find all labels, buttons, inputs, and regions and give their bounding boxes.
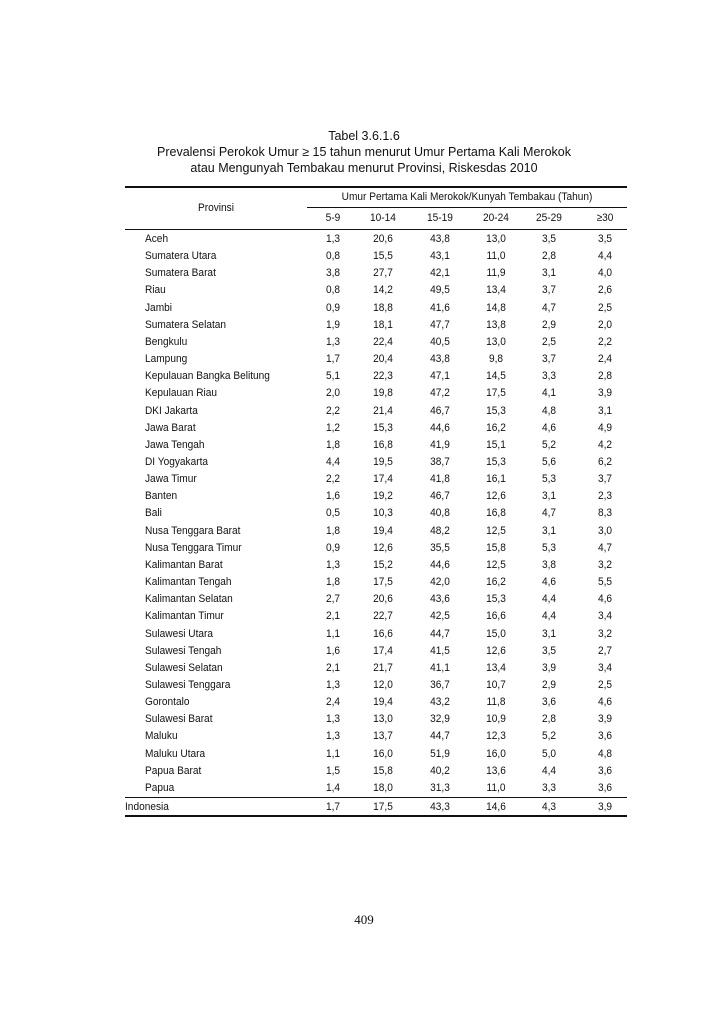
table-cell: 2,2 xyxy=(597,335,613,348)
table-row xyxy=(125,368,627,385)
table-cell: 44,6 xyxy=(430,558,450,571)
table-cell: 17,4 xyxy=(373,473,393,486)
table-cell: 1,6 xyxy=(325,490,341,503)
table-cell: 12,5 xyxy=(486,558,506,571)
table-cell: 9,8 xyxy=(488,353,504,365)
table-row xyxy=(125,574,627,591)
province-name: Bali xyxy=(145,507,162,520)
table-row xyxy=(125,420,627,437)
table-row xyxy=(125,300,627,317)
table-cell: 4,0 xyxy=(597,267,613,280)
table-cell: 4,7 xyxy=(541,507,557,520)
table-cell: 15,3 xyxy=(486,404,506,417)
table-cell: 1,3 xyxy=(325,233,341,245)
table-row xyxy=(125,351,627,368)
table-cell: 3,6 xyxy=(597,764,613,777)
province-name: Riau xyxy=(145,284,166,297)
table-cell: 15,3 xyxy=(486,593,506,606)
table-cell: 12,6 xyxy=(486,490,506,503)
province-name: Gorontalo xyxy=(145,696,190,708)
table-cell: 3,5 xyxy=(597,233,613,245)
table-row xyxy=(125,488,627,505)
table-cell: 41,9 xyxy=(430,438,450,451)
table-cell: 14,2 xyxy=(373,284,393,297)
table-cell: 3,1 xyxy=(541,524,557,537)
table-cell: 44,7 xyxy=(430,730,450,743)
table-cell: 4,4 xyxy=(325,455,341,468)
province-name: Papua Barat xyxy=(145,764,202,777)
table-cell: 48,2 xyxy=(430,524,450,537)
table-row xyxy=(125,317,627,334)
table-cell: 43,8 xyxy=(430,233,450,245)
table-cell: 2,4 xyxy=(597,353,613,365)
column-header: 5-9 xyxy=(325,212,341,224)
table-cell: 4,1 xyxy=(541,387,557,400)
table-cell: 3,9 xyxy=(597,713,613,726)
table-cell: 4,7 xyxy=(541,301,557,314)
province-name: DI Yogyakarta xyxy=(145,455,209,468)
province-name: Maluku Utara xyxy=(145,747,206,760)
table-cell: 15,8 xyxy=(373,764,393,777)
table-cell: 5,2 xyxy=(541,438,557,451)
table-row xyxy=(125,591,627,608)
table-cell: 2,4 xyxy=(325,696,341,708)
table-cell: 42,5 xyxy=(430,610,450,623)
table-cell: 40,5 xyxy=(430,335,450,348)
column-group-header: Umur Pertama Kali Merokok/Kunyah Tembakau (Tahun) xyxy=(341,191,593,203)
province-name: Kalimantan Barat xyxy=(145,558,223,571)
table-cell: 1,8 xyxy=(325,576,341,588)
table-cell: 15,3 xyxy=(373,421,393,434)
table-row xyxy=(125,282,627,299)
table-cell: 20,6 xyxy=(373,593,393,606)
table-cell: 11,0 xyxy=(486,781,506,794)
table-row xyxy=(125,334,627,351)
table-row xyxy=(125,265,627,282)
table-cell: 32,9 xyxy=(430,713,450,726)
table-cell: 8,3 xyxy=(597,507,613,520)
table-cell: 3,5 xyxy=(541,644,557,657)
table-cell: 44,6 xyxy=(430,421,450,434)
table-cell: 17,5 xyxy=(373,801,393,813)
total-top-rule xyxy=(125,797,627,798)
table-cell: 3,4 xyxy=(597,610,613,623)
table-row xyxy=(125,557,627,574)
table-cell: 11,8 xyxy=(486,696,506,708)
province-name: Maluku xyxy=(145,730,178,743)
table-cell: 51,9 xyxy=(430,747,450,760)
table-row xyxy=(125,471,627,488)
table-row xyxy=(125,711,627,728)
table-cell: 22,4 xyxy=(373,335,393,348)
province-name: Lampung xyxy=(145,353,188,365)
table-cell: 15,2 xyxy=(373,558,393,571)
table-cell: 0,8 xyxy=(325,284,341,297)
table-cell: 17,5 xyxy=(486,387,506,400)
table-cell: 43,8 xyxy=(430,353,450,365)
table-row xyxy=(125,385,627,402)
table-cell: 16,0 xyxy=(373,747,393,760)
table-cell: 2,8 xyxy=(541,713,557,726)
table-cell: 16,2 xyxy=(486,421,506,434)
province-name: Jawa Timur xyxy=(145,473,197,486)
table-cell: 47,7 xyxy=(430,318,450,331)
table-cell: 3,5 xyxy=(541,233,557,245)
table-cell: 5,6 xyxy=(541,455,557,468)
table-cell: 6,2 xyxy=(597,455,613,468)
table-cell: 47,1 xyxy=(430,370,450,383)
table-cell: 4,7 xyxy=(597,541,613,554)
table-cell: 1,3 xyxy=(325,678,341,691)
table-row xyxy=(125,728,627,745)
table-cell: 19,4 xyxy=(373,524,393,537)
province-name: Banten xyxy=(145,490,178,503)
table-cell: 12,3 xyxy=(486,730,506,743)
province-name: Kalimantan Timur xyxy=(145,610,224,623)
table-cell: 15,5 xyxy=(373,250,393,263)
table-cell: 3,7 xyxy=(597,473,613,486)
table-cell: 15,1 xyxy=(486,438,506,451)
table-cell: 12,6 xyxy=(486,644,506,657)
total-label: Indonesia xyxy=(125,801,169,813)
table-cell: 4,4 xyxy=(541,764,557,777)
province-name: Kepulauan Riau xyxy=(145,387,218,400)
table-cell: 2,2 xyxy=(325,473,341,486)
table-cell: 3,9 xyxy=(541,661,557,674)
column-header: 25-29 xyxy=(536,212,562,224)
table-cell: 4,8 xyxy=(597,747,613,760)
province-name: DKI Jakarta xyxy=(145,404,198,417)
table-cell: 1,3 xyxy=(325,730,341,743)
table-top-rule xyxy=(125,186,627,188)
table-cell: 13,8 xyxy=(486,318,506,331)
table-cell: 4,2 xyxy=(597,438,613,451)
table-cell: 1,9 xyxy=(325,318,341,331)
table-cell: 2,2 xyxy=(325,404,341,417)
table-cell: 16,8 xyxy=(373,438,393,451)
table-cell: 14,8 xyxy=(486,301,506,314)
table-cell: 13,4 xyxy=(486,284,506,297)
table-cell: 3,4 xyxy=(597,661,613,674)
table-cell: 14,5 xyxy=(486,370,506,383)
table-cell: 3,2 xyxy=(597,558,613,571)
table-cell: 42,1 xyxy=(430,267,450,280)
table-cell: 3,1 xyxy=(597,404,613,417)
table-cell: 13,0 xyxy=(373,713,393,726)
table-cell: 16,6 xyxy=(373,627,393,640)
table-cell: 2,9 xyxy=(541,318,557,331)
province-name: Kepulauan Bangka Belitung xyxy=(145,370,270,383)
table-cell: 13,7 xyxy=(373,730,393,743)
table-cell: 2,3 xyxy=(597,490,613,503)
table-cell: 43,1 xyxy=(430,250,450,263)
table-cell: 20,6 xyxy=(373,233,393,245)
table-cell: 1,1 xyxy=(325,627,341,640)
table-cell: 35,5 xyxy=(430,541,450,554)
table-cell: 14,6 xyxy=(486,801,506,813)
table-cell: 16,1 xyxy=(486,473,506,486)
table-cell: 40,8 xyxy=(430,507,450,520)
table-cell: 5,3 xyxy=(541,473,557,486)
province-name: Bengkulu xyxy=(145,335,188,348)
table-cell: 17,5 xyxy=(373,576,393,588)
table-cell: 3,6 xyxy=(597,730,613,743)
table-row xyxy=(125,763,627,780)
table-cell: 47,2 xyxy=(430,387,450,400)
column-header: 20-24 xyxy=(483,212,509,224)
table-cell: 2,9 xyxy=(541,678,557,691)
table-cell: 40,2 xyxy=(430,764,450,777)
province-name: Jawa Tengah xyxy=(145,438,205,451)
table-cell: 1,4 xyxy=(325,781,341,794)
table-cell: 11,9 xyxy=(486,267,506,280)
province-name: Sulawesi Tenggara xyxy=(145,678,231,691)
table-cell: 2,7 xyxy=(325,593,341,606)
table-row xyxy=(125,660,627,677)
table-cell: 27,7 xyxy=(373,267,393,280)
table-cell: 0,9 xyxy=(325,301,341,314)
province-column-header: Provinsi xyxy=(198,202,234,214)
table-cell: 15,0 xyxy=(486,627,506,640)
table-row xyxy=(125,454,627,471)
table-title-line-1: Prevalensi Perokok Umur ≥ 15 tahun menurut Umur Pertama Kali Merokok xyxy=(157,145,571,159)
column-group-rule xyxy=(307,207,627,208)
table-cell: 2,5 xyxy=(597,301,613,314)
table-cell: 1,7 xyxy=(325,353,341,365)
table-cell: 3,1 xyxy=(541,490,557,503)
table-cell: 3,1 xyxy=(541,627,557,640)
table-row xyxy=(125,231,627,248)
table-row xyxy=(125,677,627,694)
province-name: Sumatera Selatan xyxy=(145,318,227,331)
table-cell: 19,8 xyxy=(373,387,393,400)
table-cell: 2,5 xyxy=(597,678,613,691)
table-cell: 2,1 xyxy=(325,610,341,623)
table-cell: 1,7 xyxy=(325,801,341,813)
table-cell: 0,8 xyxy=(325,250,341,263)
table-cell: 36,7 xyxy=(430,678,450,691)
table-cell: 5,2 xyxy=(541,730,557,743)
table-cell: 4,6 xyxy=(541,421,557,434)
table-cell: 19,4 xyxy=(373,696,393,708)
table-cell: 3,9 xyxy=(597,387,613,400)
table-title-line-2: atau Mengunyah Tembakau menurut Provinsi, Riskesdas 2010 xyxy=(190,161,538,175)
table-cell: 16,8 xyxy=(486,507,506,520)
table-cell: 38,7 xyxy=(430,455,450,468)
table-cell: 10,3 xyxy=(373,507,393,520)
table-cell: 1,3 xyxy=(325,558,341,571)
table-cell: 4,9 xyxy=(597,421,613,434)
table-cell: 5,3 xyxy=(541,541,557,554)
table-cell: 1,3 xyxy=(325,713,341,726)
table-cell: 1,2 xyxy=(325,421,341,434)
table-cell: 22,3 xyxy=(373,370,393,383)
table-cell: 3,3 xyxy=(541,370,557,383)
table-cell: 41,1 xyxy=(430,661,450,674)
table-cell: 12,0 xyxy=(373,678,393,691)
table-cell: 43,3 xyxy=(430,801,450,813)
column-header: 15-19 xyxy=(427,212,453,224)
table-cell: 3,8 xyxy=(325,267,341,280)
table-cell: 42,0 xyxy=(430,576,450,588)
table-cell: 3,7 xyxy=(541,353,557,365)
province-name: Jawa Barat xyxy=(145,421,196,434)
table-cell: 4,4 xyxy=(597,250,613,263)
table-row xyxy=(125,626,627,643)
table-cell: 2,7 xyxy=(597,644,613,657)
table-cell: 4,8 xyxy=(541,404,557,417)
table-cell: 46,7 xyxy=(430,490,450,503)
province-name: Sulawesi Utara xyxy=(145,627,214,640)
table-cell: 2,8 xyxy=(597,370,613,383)
table-bottom-rule xyxy=(125,815,627,817)
table-cell: 41,6 xyxy=(430,301,450,314)
table-cell: 1,6 xyxy=(325,644,341,657)
table-cell: 2,5 xyxy=(541,335,557,348)
province-name: Nusa Tenggara Barat xyxy=(145,524,241,537)
table-row xyxy=(125,505,627,522)
table-cell: 43,2 xyxy=(430,696,450,708)
table-cell: 2,6 xyxy=(597,284,613,297)
table-cell: 3,0 xyxy=(597,524,613,537)
table-cell: 5,0 xyxy=(541,747,557,760)
table-cell: 10,9 xyxy=(486,713,506,726)
province-name: Kalimantan Tengah xyxy=(145,576,232,588)
province-name: Sulawesi Barat xyxy=(145,713,213,726)
table-cell: 3,6 xyxy=(597,781,613,794)
table-cell: 1,5 xyxy=(325,764,341,777)
table-cell: 41,5 xyxy=(430,644,450,657)
column-header: 10-14 xyxy=(370,212,396,224)
table-cell: 3,2 xyxy=(597,627,613,640)
table-cell: 5,5 xyxy=(597,576,613,588)
table-cell: 16,2 xyxy=(486,576,506,588)
table-cell: 13,0 xyxy=(486,233,506,245)
column-header: ≥30 xyxy=(596,212,614,224)
table-cell: 19,5 xyxy=(373,455,393,468)
table-cell: 12,6 xyxy=(373,541,393,554)
total-row xyxy=(125,799,627,816)
table-cell: 16,0 xyxy=(486,747,506,760)
province-name: Aceh xyxy=(145,233,169,245)
table-cell: 21,7 xyxy=(373,661,393,674)
province-name: Kalimantan Selatan xyxy=(145,593,233,606)
table-cell: 10,7 xyxy=(486,678,506,691)
table-cell: 3,6 xyxy=(541,696,557,708)
table-cell: 18,0 xyxy=(373,781,393,794)
table-cell: 41,8 xyxy=(430,473,450,486)
table-cell: 3,7 xyxy=(541,284,557,297)
table-cell: 13,0 xyxy=(486,335,506,348)
table-row xyxy=(125,248,627,265)
province-name: Sumatera Utara xyxy=(145,250,217,263)
table-row xyxy=(125,643,627,660)
table-cell: 0,9 xyxy=(325,541,341,554)
table-cell: 31,3 xyxy=(430,781,450,794)
table-cell: 2,0 xyxy=(597,318,613,331)
table-cell: 4,3 xyxy=(541,801,557,813)
table-cell: 3,8 xyxy=(541,558,557,571)
table-cell: 43,6 xyxy=(430,593,450,606)
province-name: Sumatera Barat xyxy=(145,267,216,280)
table-row xyxy=(125,437,627,454)
page-number: 409 xyxy=(354,912,374,927)
table-cell: 3,3 xyxy=(541,781,557,794)
table-cell: 5,1 xyxy=(325,370,341,383)
table-row xyxy=(125,540,627,557)
table-cell: 4,6 xyxy=(597,696,613,708)
table-cell: 46,7 xyxy=(430,404,450,417)
header-bottom-rule xyxy=(125,229,627,230)
table-cell: 13,6 xyxy=(486,764,506,777)
table-cell: 44,7 xyxy=(430,627,450,640)
table-cell: 20,4 xyxy=(373,353,393,365)
table-row xyxy=(125,523,627,540)
table-number: Tabel 3.6.1.6 xyxy=(328,129,400,143)
table-cell: 4,4 xyxy=(541,593,557,606)
table-row xyxy=(125,403,627,420)
table-cell: 15,3 xyxy=(486,455,506,468)
province-name: Nusa Tenggara Timur xyxy=(145,541,242,554)
table-cell: 11,0 xyxy=(486,250,506,263)
table-cell: 1,8 xyxy=(325,524,341,537)
table-cell: 3,1 xyxy=(541,267,557,280)
table-cell: 0,5 xyxy=(325,507,341,520)
table-row xyxy=(125,746,627,763)
table-cell: 21,4 xyxy=(373,404,393,417)
province-name: Papua xyxy=(145,781,175,794)
table-row xyxy=(125,780,627,797)
province-name: Sulawesi Selatan xyxy=(145,661,223,674)
table-cell: 1,1 xyxy=(325,747,341,760)
table-cell: 13,4 xyxy=(486,661,506,674)
table-cell: 3,9 xyxy=(597,801,613,813)
table-cell: 2,8 xyxy=(541,250,557,263)
table-cell: 19,2 xyxy=(373,490,393,503)
table-cell: 1,3 xyxy=(325,335,341,348)
table-cell: 2,1 xyxy=(325,661,341,674)
table-cell: 2,0 xyxy=(325,387,341,400)
table-cell: 22,7 xyxy=(373,610,393,623)
table-cell: 17,4 xyxy=(373,644,393,657)
table-cell: 4,4 xyxy=(541,610,557,623)
table-cell: 4,6 xyxy=(541,576,557,588)
table-row xyxy=(125,694,627,711)
table-cell: 18,1 xyxy=(373,318,393,331)
province-name: Sulawesi Tengah xyxy=(145,644,222,657)
table-cell: 16,6 xyxy=(486,610,506,623)
table-cell: 4,6 xyxy=(597,593,613,606)
table-cell: 12,5 xyxy=(486,524,506,537)
table-cell: 18,8 xyxy=(373,301,393,314)
table-cell: 1,8 xyxy=(325,438,341,451)
table-cell: 49,5 xyxy=(430,284,450,297)
table-row xyxy=(125,608,627,625)
table-cell: 15,8 xyxy=(486,541,506,554)
province-name: Jambi xyxy=(145,301,172,314)
